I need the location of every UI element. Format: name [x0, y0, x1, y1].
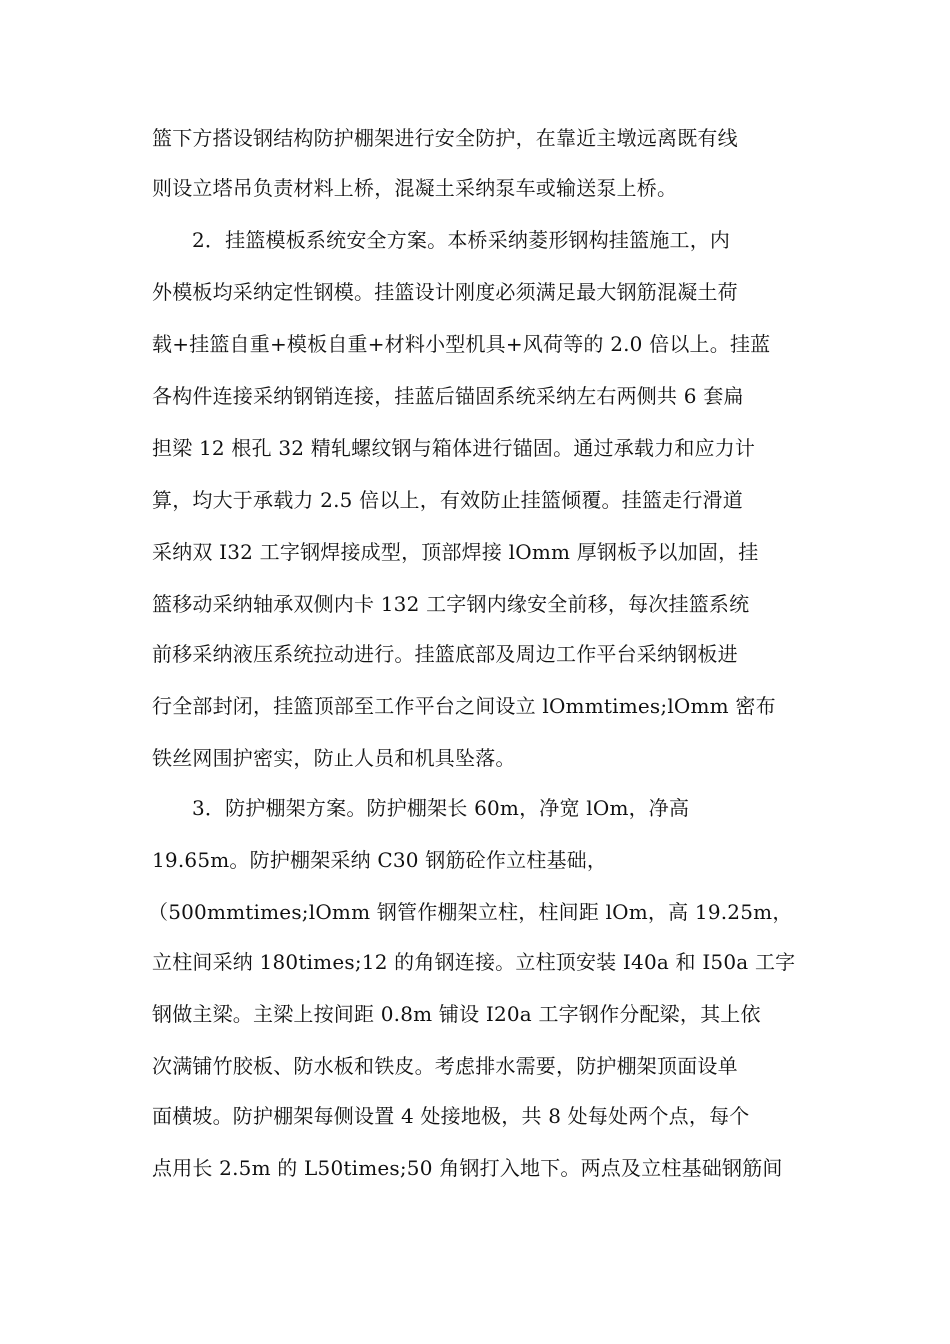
text-line: 次满铺竹胶板、防水板和铁皮。考虑排水需要，防护棚架顶面设单	[152, 1054, 738, 1078]
text-line: 钢做主梁。主梁上按间距 0.8m 铺设 I20a 工字钢作分配梁，其上依	[152, 1002, 761, 1026]
text-line: 点用长 2.5m 的 L50times;50 角钢打入地下。两点及立柱基础钢筋间	[152, 1156, 783, 1180]
text-line: 面横坡。防护棚架每侧设置 4 处接地极，共 8 处每处两个点，每个	[152, 1104, 750, 1128]
text-line: 行全部封闭，挂篮顶部至工作平台之间设立 lOmmtimes;lOmm 密布	[152, 694, 776, 718]
text-line: 篮移动采纳轴承双侧内卡 132 工字钢内缘安全前移，每次挂篮系统	[152, 592, 750, 616]
text-line: （500mmtimes;lOmm 钢管作棚架立柱，柱间距 lOm，高 19.25m，	[148, 900, 793, 924]
text-line: 铁丝网围护密实，防止人员和机具坠落。	[152, 746, 516, 770]
text-line: 篮下方搭设钢结构防护棚架进行安全防护，在靠近主墩远离既有线	[152, 126, 738, 150]
paragraph-3-start: 3．防护棚架方案。防护棚架长 60m，净宽 lOm，净高	[192, 796, 690, 820]
text-line: 各构件连接采纳钢销连接，挂蓝后锚固系统采纳左右两侧共 6 套扁	[152, 384, 744, 408]
text-line: 担梁 12 根孔 32 精轧螺纹钢与箱体进行锚固。通过承载力和应力计	[152, 436, 756, 460]
text-line: 19.65m。防护棚架采纳 C30 钢筋砼作立柱基础，	[152, 848, 608, 872]
text-line: 载+挂篮自重+模板自重+材料小型机具+风荷等的 2.0 倍以上。挂蓝	[152, 332, 771, 356]
text-line: 外模板均采纳定性钢模。挂篮设计刚度必须满足最大钢筋混凝土荷	[152, 280, 738, 304]
text-line: 前移采纳液压系统拉动进行。挂篮底部及周边工作平台采纳钢板进	[152, 642, 738, 666]
text-line: 则设立塔吊负责材料上桥，混凝土采纳泵车或输送泵上桥。	[152, 176, 678, 200]
text-line: 立柱间采纳 180times;12 的角钢连接。立柱顶安装 I40a 和 I50a 工字	[152, 950, 796, 974]
text-line: 算，均大于承载力 2.5 倍以上，有效防止挂篮倾覆。挂篮走行滑道	[152, 488, 743, 512]
paragraph-2-start: 2．挂篮模板系统安全方案。本桥采纳菱形钢构挂篮施工，内	[192, 228, 731, 252]
text-line: 采纳双 I32 工字钢焊接成型，顶部焊接 lOmm 厚钢板予以加固，挂	[152, 540, 759, 564]
